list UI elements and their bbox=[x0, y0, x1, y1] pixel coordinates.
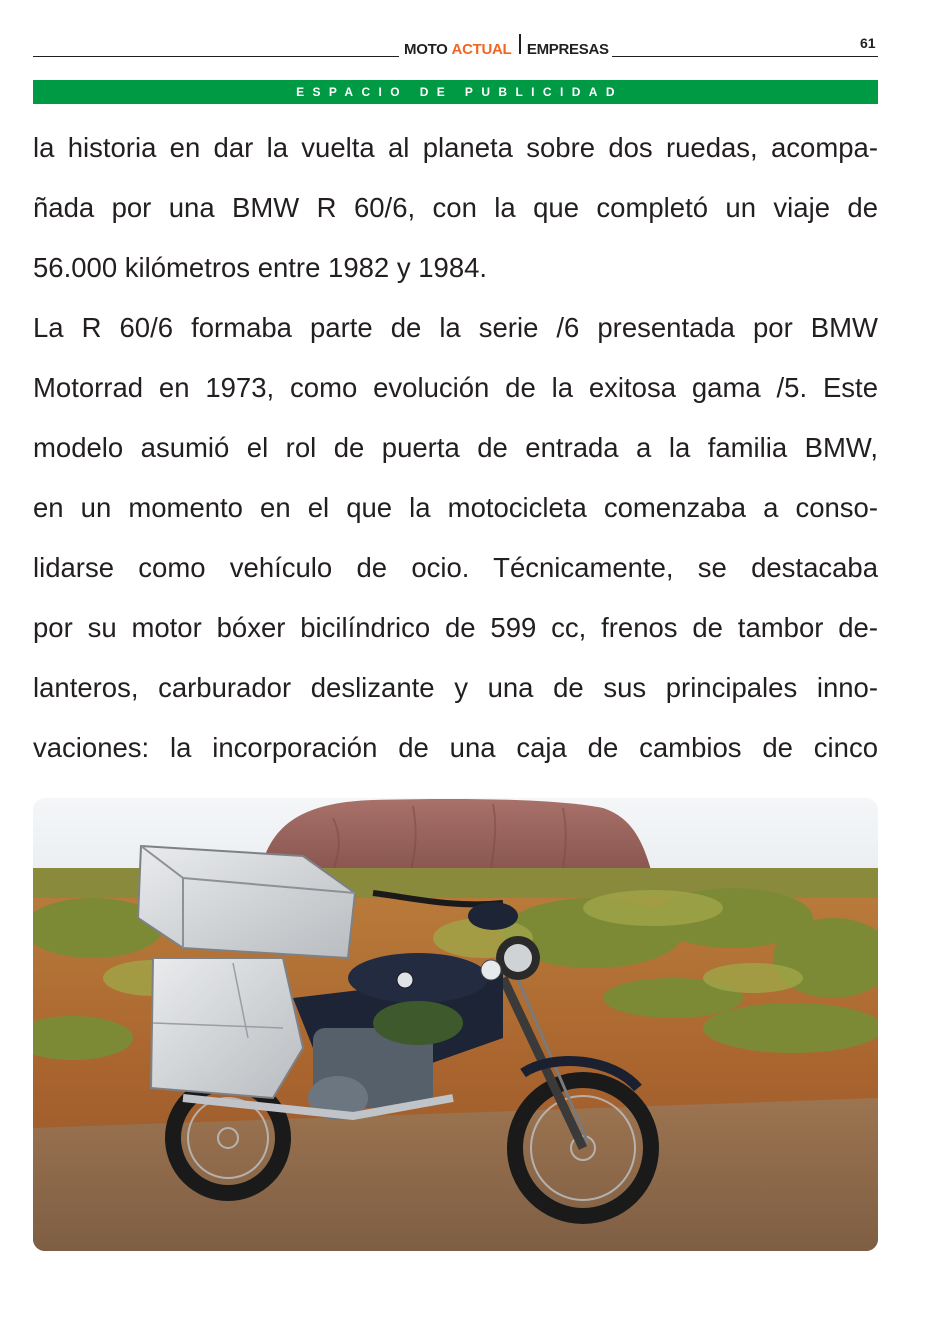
article-line: ñada por una BMW R 60/6, con la que completó un viaje de bbox=[33, 192, 878, 223]
page-number: 61 bbox=[860, 35, 876, 51]
brand-moto: MOTO bbox=[404, 41, 448, 58]
article-line: La R 60/6 formaba parte de la serie /6 presentada por BMW bbox=[33, 312, 878, 343]
advertising-band: ESPACIO DE PUBLICIDAD bbox=[33, 80, 878, 104]
article-line: modelo asumió el rol de puerta de entrada a la familia BMW, bbox=[33, 432, 878, 463]
article-line: lanteros, carburador deslizante y una de sus principales inno- bbox=[33, 672, 878, 703]
article-line: en un momento en el que la motocicleta comenzaba a conso- bbox=[33, 492, 878, 523]
article-line: Motorrad en 1973, como evolución de la exitosa gama /5. Este bbox=[33, 372, 878, 403]
page-header bbox=[0, 0, 935, 70]
section-label: EMPRESAS bbox=[526, 41, 609, 58]
header-rule-right bbox=[612, 56, 878, 57]
masthead bbox=[404, 38, 609, 58]
masthead-divider bbox=[519, 34, 521, 54]
article-line: por su motor bóxer bicilíndrico de 599 cc, frenos de tambor de- bbox=[33, 612, 878, 643]
article-line: vaciones: la incorporación de una caja de cambios de cinco bbox=[33, 732, 878, 763]
article-body bbox=[33, 120, 878, 780]
header-rule-left bbox=[33, 56, 399, 57]
article-line: lidarse como vehículo de ocio. Técnicamente, se destacaba bbox=[33, 552, 878, 583]
brand-actual: ACTUAL bbox=[451, 41, 512, 58]
article-line: 56.000 kilómetros entre 1982 y 1984. bbox=[33, 252, 488, 283]
article-line: la historia en dar la vuelta al planeta sobre dos ruedas, acompa- bbox=[33, 132, 878, 163]
motorcycle-photo bbox=[33, 798, 878, 1251]
